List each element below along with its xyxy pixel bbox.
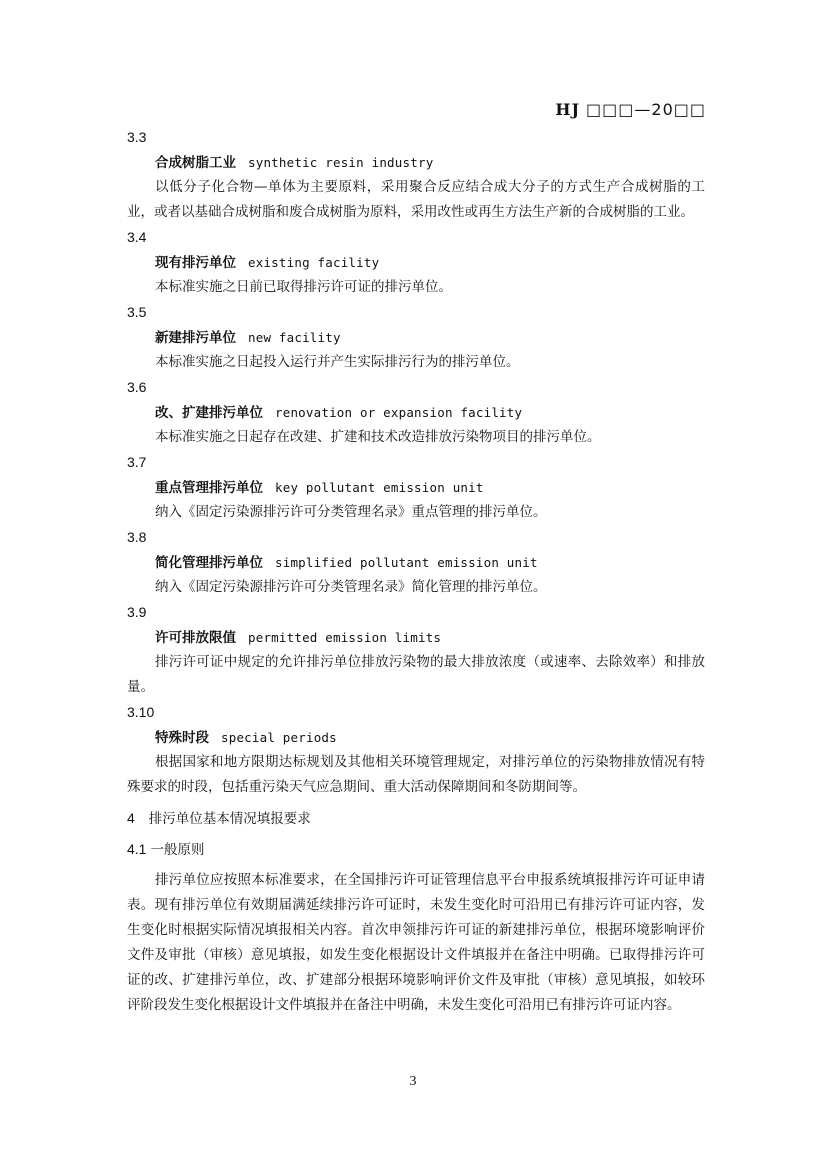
term-number: 3.7 — [127, 454, 147, 470]
term-chinese: 现有排污单位 — [155, 255, 236, 271]
term-chinese: 重点管理排污单位 — [155, 480, 263, 496]
standard-header — [555, 100, 706, 119]
standard-number: □□□—20□□ — [586, 100, 706, 119]
subsection-heading — [127, 837, 705, 862]
term-definition: 以低分子化合物—单体为主要原料，采用聚合反应结合成大分子的方式生产合成树脂的工业，或者以基础合成树脂和废合成树脂为原料，采用改性或再生方法生产新的合成树脂的工业。 — [127, 179, 705, 220]
term-english: new facility — [248, 330, 341, 345]
subsection-paragraph: 排污单位应按照本标准要求，在全国排污许可证管理信息平台申报系统填报排污许可证申请表。现有排污单位有效期届满延续排污许可证时，未发生变化时可沿用已有排污许可证内容，发生变化时根据实际情况填报相关内容。首次申领排污许可证的新建排污单位，根据环境影响评价文件及审批（审核）意见填报，如发生变化根据设计文件填报并在备注中明确。已取得排污许可证的改、扩建排污单位，改、扩建部分根据环境影响评价文件及审批（审核）意见填报，如较环评阶段发生变化根据设计文件填报并在备注中明确，未发生变化可沿用已有排污许可证内容。 — [127, 872, 705, 1013]
term-definition: 本标准实施之日起存在改建、扩建和技术改造排放污染物项目的排污单位。 — [155, 429, 601, 445]
term-heading — [127, 725, 705, 750]
term-english: permitted emission limits — [248, 630, 442, 645]
term-number: 3.6 — [127, 379, 147, 395]
term-number: 3.8 — [127, 529, 147, 545]
term-number: 3.10 — [127, 704, 155, 720]
term-chinese: 合成树脂工业 — [155, 155, 236, 171]
term-number: 3.5 — [127, 304, 147, 320]
section-heading — [127, 806, 705, 831]
term-definition: 纳入《固定污染源排污许可分类管理名录》简化管理的排污单位。 — [155, 579, 547, 595]
term-definition: 纳入《固定污染源排污许可分类管理名录》重点管理的排污单位。 — [155, 504, 547, 520]
term-chinese: 特殊时段 — [155, 730, 209, 746]
term-number: 3.4 — [127, 229, 147, 245]
term-definition: 本标准实施之日起投入运行并产生实际排污行为的排污单位。 — [155, 354, 520, 370]
document-body — [127, 125, 705, 1018]
term-heading — [127, 475, 705, 500]
term-english: key pollutant emission unit — [275, 480, 484, 495]
page-number: 3 — [409, 1074, 417, 1089]
term-heading — [127, 150, 705, 175]
term-heading — [127, 325, 705, 350]
term-definition: 根据国家和地方限期达标规划及其他相关环境管理规定，对排污单位的污染物排放情况有特殊要求的时段，包括重污染天气应急期间、重大活动保障期间和冬防期间等。 — [127, 754, 705, 795]
term-heading — [127, 625, 705, 650]
term-english: synthetic resin industry — [248, 155, 434, 170]
term-chinese: 新建排污单位 — [155, 330, 236, 346]
subsection-title: 一般原则 — [150, 842, 205, 858]
term-english: renovation or expansion facility — [275, 405, 523, 420]
term-english: existing facility — [248, 255, 380, 270]
term-definition: 本标准实施之日前已取得排污许可证的排污单位。 — [155, 279, 452, 295]
term-english: special periods — [221, 730, 337, 745]
term-heading — [127, 250, 705, 275]
subsection-number: 4.1 — [127, 841, 147, 857]
section-number: 4 — [127, 810, 135, 826]
term-english: simplified pollutant emission unit — [275, 555, 538, 570]
term-number: 3.9 — [127, 604, 147, 620]
term-chinese: 改、扩建排污单位 — [155, 405, 263, 421]
standard-code: HJ — [555, 100, 581, 119]
term-chinese: 简化管理排污单位 — [155, 555, 263, 571]
term-heading — [127, 550, 705, 575]
term-chinese: 许可排放限值 — [155, 630, 236, 646]
term-definition: 排污许可证中规定的允许排污单位排放污染物的最大排放浓度（或速率、去除效率）和排放量。 — [127, 654, 705, 695]
section-title: 排污单位基本情况填报要求 — [148, 811, 311, 827]
term-number: 3.3 — [127, 129, 147, 145]
term-heading — [127, 400, 705, 425]
